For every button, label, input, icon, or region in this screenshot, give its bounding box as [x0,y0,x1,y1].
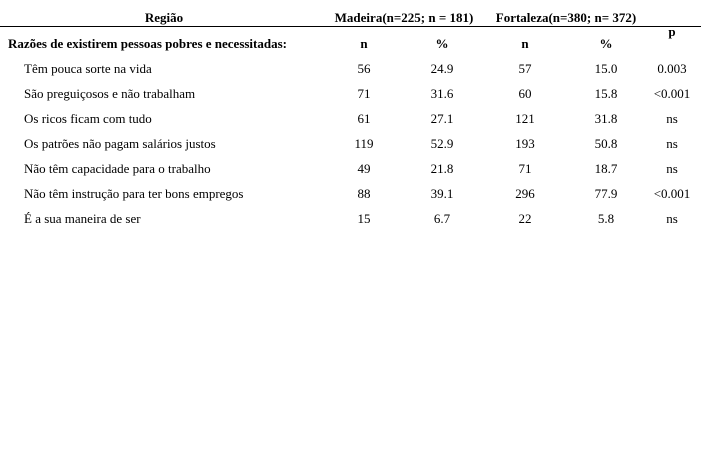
cell-n-fortaleza: 60 [518,86,532,101]
cell-pct-fortaleza: 5.8 [597,211,615,226]
cell-p: ns [666,111,678,126]
cell-p: ns [666,211,678,226]
row-label: São preguiçosos e não trabalham [24,86,196,101]
header-group-fortaleza: Fortaleza(n=380; n= 372) [495,10,637,25]
cell-pct-fortaleza: 31.8 [594,111,618,126]
section-title: Razões de existirem pessoas pobres e necessitadas: [8,36,287,51]
cell-pct-fortaleza: 50.8 [594,136,618,151]
cell-p: 0.003 [657,61,687,76]
cell-p: ns [666,161,678,176]
header-group-madeira: Madeira(n=225; n = 181) [334,10,474,25]
cell-n-madeira: 49 [357,161,371,176]
cell-p: ns [666,136,678,151]
row-label: Os patrões não pagam salários justos [24,136,216,151]
row-label: Têm pouca sorte na vida [24,61,152,76]
cell-n-fortaleza: 296 [515,186,535,201]
col-header-p: p [668,24,676,39]
cell-n-madeira: 56 [357,61,371,76]
row-label: É a sua maneira de ser [24,211,141,226]
cell-pct-madeira: 6.7 [433,211,451,226]
cell-n-fortaleza: 57 [518,61,532,76]
cell-n-fortaleza: 121 [515,111,535,126]
cell-p: <0.001 [653,86,691,101]
cell-pct-madeira: 31.6 [430,86,454,101]
cell-n-madeira: 71 [357,86,371,101]
cell-n-madeira: 61 [357,111,371,126]
cell-n-madeira: 88 [357,186,371,201]
cell-pct-madeira: 24.9 [430,61,454,76]
cell-n-fortaleza: 22 [518,211,532,226]
cell-pct-fortaleza: 77.9 [594,186,618,201]
cell-pct-madeira: 39.1 [430,186,454,201]
cell-pct-madeira: 21.8 [430,161,454,176]
header-region: Região [144,10,184,25]
cell-pct-fortaleza: 18.7 [594,161,618,176]
cell-n-madeira: 15 [357,211,371,226]
cell-n-madeira: 119 [354,136,374,151]
cell-p: <0.001 [653,186,691,201]
col-header-n-fortaleza: n [521,36,529,51]
cell-n-fortaleza: 71 [518,161,532,176]
row-label: Não têm instrução para ter bons empregos [24,186,244,201]
header-rule [0,26,701,27]
col-header-n-madeira: n [360,36,368,51]
col-header-pct-fortaleza: % [599,36,613,51]
cell-pct-madeira: 52.9 [430,136,454,151]
cell-pct-fortaleza: 15.8 [594,86,618,101]
row-label: Os ricos ficam com tudo [24,111,152,126]
cell-pct-fortaleza: 15.0 [594,61,618,76]
cell-n-fortaleza: 193 [515,136,535,151]
row-label: Não têm capacidade para o trabalho [24,161,211,176]
col-header-pct-madeira: % [435,36,449,51]
cell-pct-madeira: 27.1 [430,111,454,126]
